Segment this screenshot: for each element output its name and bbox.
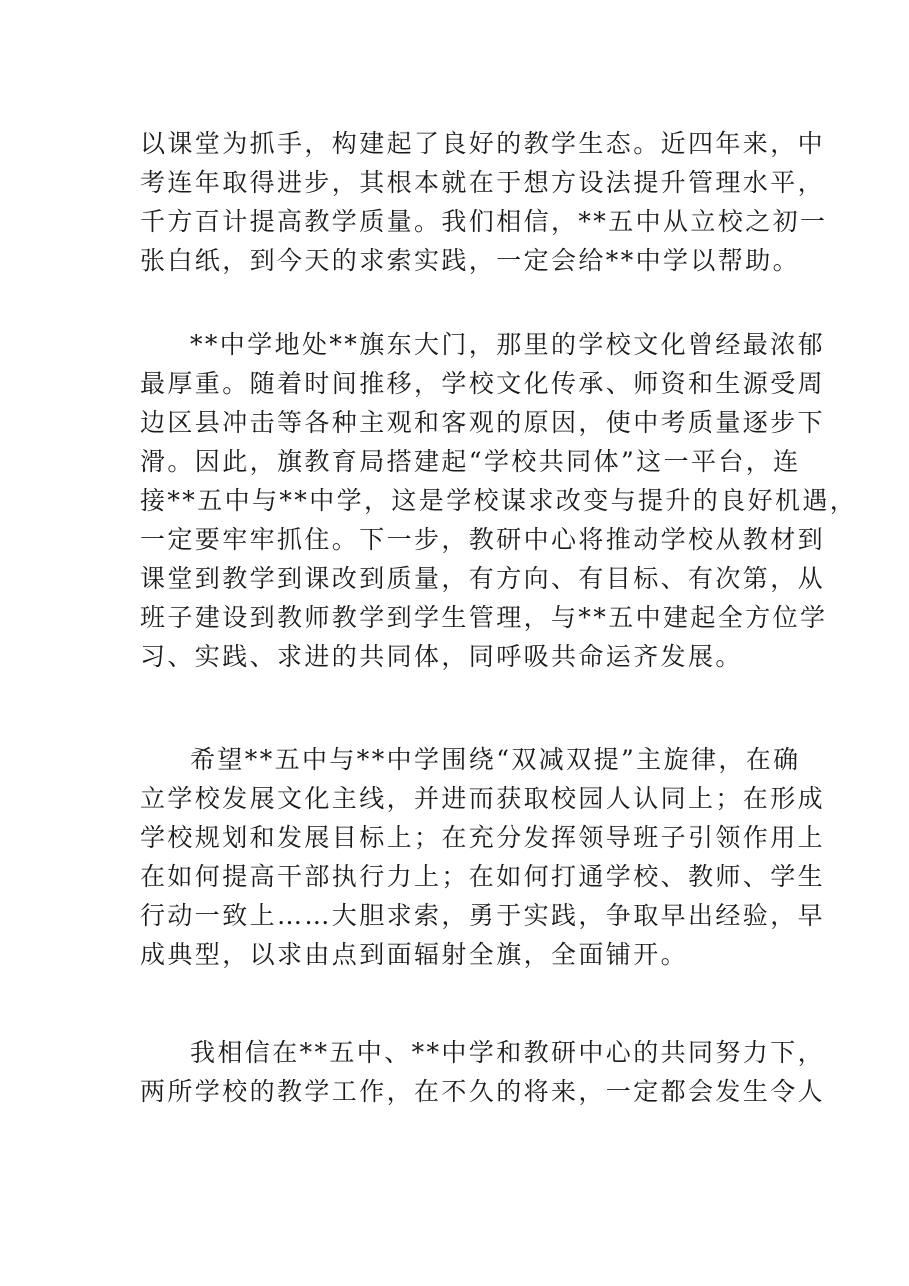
paragraph-3 xyxy=(140,740,826,974)
paragraph-line: **中学地处**旗东大门，那里的学校文化曾经最浓郁 xyxy=(190,330,826,359)
paragraph-4 xyxy=(140,1033,826,1111)
paragraph-2 xyxy=(140,325,858,676)
paragraph-1 xyxy=(140,124,828,280)
paragraph-line: 行动一致上……大胆求索，勇于实践，争取早出经验，早 xyxy=(140,901,826,930)
paragraph-line: 两所学校的教学工作，在不久的将来，一定都会发生令人 xyxy=(140,1077,826,1106)
paragraph-line: 滑。因此，旗教育局搭建起“学校共同体”这一平台，连 xyxy=(140,447,801,476)
paragraph-line: 一定要牢牢抓住。下一步，教研中心将推动学校从教材到 xyxy=(140,525,826,554)
paragraph-line: 考连年取得进步，其根本就在于想方设法提升管理水平， xyxy=(140,168,826,197)
paragraph-line: 班子建设到教师教学到学生管理，与**五中建起全方位学 xyxy=(140,603,828,632)
paragraph-line: 希望**五中与**中学围绕“双减双提”主旋律，在确 xyxy=(190,745,801,774)
paragraph-line: 我相信在**五中、**中学和教研中心的共同努力下， xyxy=(190,1038,826,1067)
paragraph-line: 在如何提高干部执行力上；在如何打通学校、教师、学生 xyxy=(140,862,826,891)
paragraph-line: 接**五中与**中学，这是学校谋求改变与提升的良好机遇， xyxy=(140,486,858,515)
paragraph-line: 以课堂为抓手，构建起了良好的教学生态。近四年来，中 xyxy=(140,129,826,158)
paragraph-line: 张白纸，到今天的求索实践，一定会给**中学以帮助。 xyxy=(140,246,801,275)
paragraph-line: 课堂到教学到课改到质量，有方向、有目标、有次第，从 xyxy=(140,564,826,593)
paragraph-line: 最厚重。随着时间推移，学校文化传承、师资和生源受周 xyxy=(140,369,826,398)
paragraph-line: 成典型，以求由点到面辐射全旗，全面铺开。 xyxy=(140,940,689,969)
paragraph-line: 千方百计提高教学质量。我们相信，**五中从立校之初一 xyxy=(140,207,828,236)
paragraph-line: 边区县冲击等各种主观和客观的原因，使中考质量逐步下 xyxy=(140,408,826,437)
paragraph-line: 学校规划和发展目标上；在充分发挥领导班子引领作用上 xyxy=(140,823,826,852)
paragraph-line: 立学校发展文化主线，并进而获取校园人认同上；在形成 xyxy=(140,784,826,813)
paragraph-line: 习、实践、求进的共同体，同呼吸共命运齐发展。 xyxy=(140,642,743,671)
